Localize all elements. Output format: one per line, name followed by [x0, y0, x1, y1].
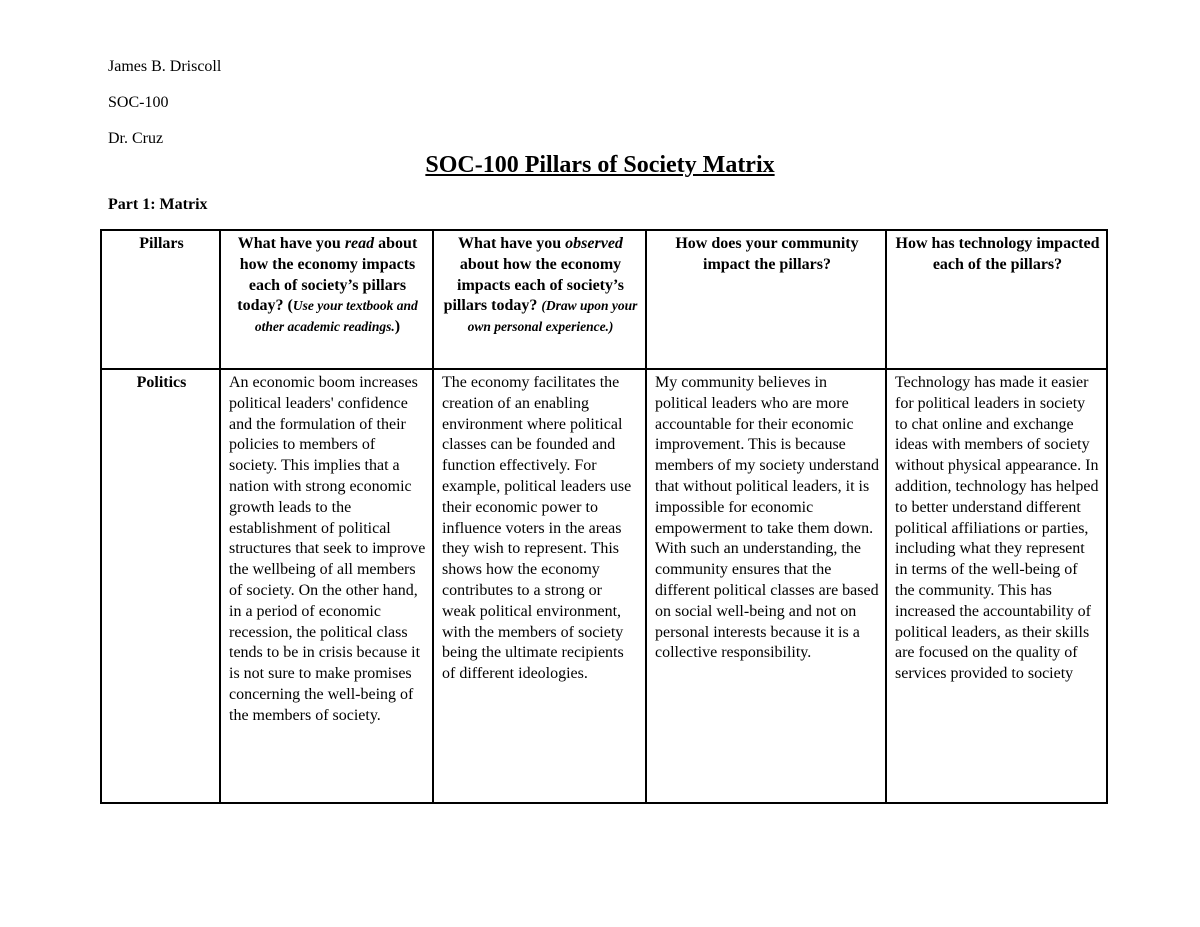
header-read-close: )	[394, 318, 401, 336]
read-cell: An economic boom increases political leaders' confidence and the formulation of their policies to members of society. This implies that a nation with strong economic growth leads to the establishment of political structures that seek to improve the wellbeing of all members of society. On the other hand, in a period of economic recession, the political class tends to be in crisis because it is not sure to make promises concerning the well-being of the members of society.	[220, 369, 433, 803]
table-header-row	[101, 230, 1107, 369]
header-read-emph: read	[344, 235, 375, 252]
technology-cell: Technology has made it easier for political leaders in society to chat online and exchange ideas with members of society without physical appearance. In addition, technology has helped to better understand different political affiliations or parties, including what they represent in terms of the well-being of the community. This has increased the accountability of political leaders, as their skills are focused on the quality of services provided to society	[886, 369, 1107, 803]
column-header-community: How does your community impact the pillars?	[646, 230, 886, 369]
author-name: James B. Driscoll	[108, 58, 222, 75]
header-read-note: Use your textbook and other academic readings.	[254, 298, 418, 335]
part-heading: Part 1: Matrix	[108, 196, 208, 213]
observed-cell: The economy facilitates the creation of an enabling environment where political classes can be founded and function effectively. For example, political leaders use their economic power to influence voters in the areas they wish to represent. This shows how the economy contributes to a strong or weak political environment, with the members of society being the ultimate recipients of different ideologies.	[433, 369, 646, 803]
instructor-name: Dr. Cruz	[108, 130, 164, 147]
header-read-post: about how the economy impacts each of society’s pillars today? (	[237, 235, 418, 315]
document-title: SOC-100 Pillars of Society Matrix	[425, 152, 775, 178]
header-observed-post: about how the economy impacts each of society’s pillars today?	[443, 255, 624, 315]
column-header-observed	[433, 230, 646, 369]
header-observed-emph: observed	[565, 235, 623, 252]
community-cell: My community believes in political leaders who are more accountable for their economic improvement. This is because members of my society understand that without political leaders, it is impossible for economic empowerment to take them down. With such an understanding, the community ensures that the different political classes are based on social well-being and not on personal interests because it is a collective responsibility.	[646, 369, 886, 803]
pillars-matrix-table	[100, 229, 1108, 804]
pillar-name-cell: Politics	[101, 369, 220, 803]
course-code: SOC-100	[108, 94, 169, 111]
table-row	[101, 369, 1107, 803]
column-header-read	[220, 230, 433, 369]
header-observed-pre: What have you	[458, 235, 566, 252]
column-header-technology: How has technology impacted each of the pillars?	[886, 230, 1107, 369]
header-observed-note: (Draw upon your own personal experience.)	[467, 298, 638, 335]
column-header-pillars: Pillars	[101, 230, 220, 369]
header-read-pre: What have you	[237, 235, 345, 252]
